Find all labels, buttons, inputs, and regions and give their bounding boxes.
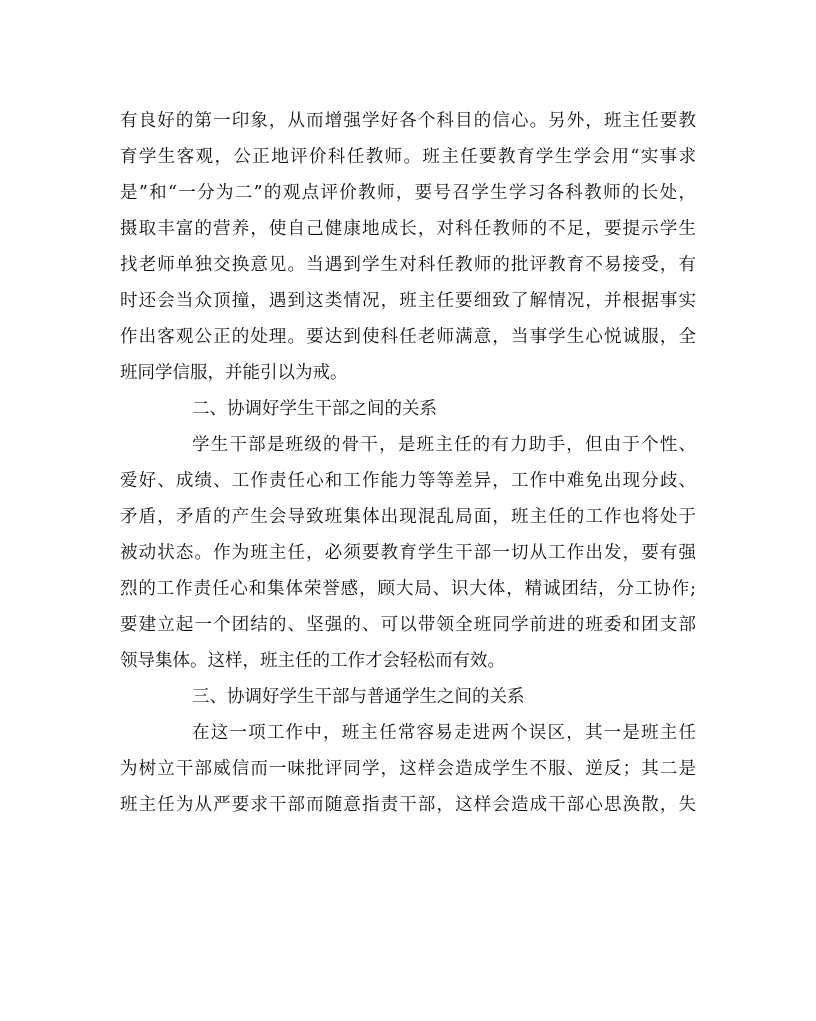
section-heading: 二、协调好学生干部之间的关系: [192, 399, 437, 419]
text-line: 矛盾，矛盾的产生会导致班集体出现混乱局面，班主任的工作也将处于: [120, 507, 696, 527]
text-line: 学生干部是班级的骨干，是班主任的有力助手，但由于个性、: [192, 435, 696, 455]
text-line: 作出客观公正的处理。要达到使科任老师满意，当事学生心悦诚服，全: [120, 327, 696, 347]
text-line: 班同学信服，并能引以为戒。: [120, 363, 348, 383]
text-line: 有良好的第一印象，从而增强学好各个科目的信心。另外，班主任要教: [120, 111, 696, 131]
text-line: 育学生客观，公正地评价科任教师。班主任要教育学生学会用“实事求: [120, 147, 696, 167]
document-body: [120, 103, 696, 823]
text-line: 烈的工作责任心和集体荣誉感，顾大局、识大体，精诚团结，分工协作;: [120, 579, 696, 599]
section-heading: 三、协调好学生干部与普通学生之间的关系: [192, 687, 525, 707]
text-line: 班主任为从严要求干部而随意指责干部，这样会造成干部心思涣散，失: [120, 795, 696, 815]
text-line: 要建立起一个团结的、坚强的、可以带领全班同学前进的班委和团支部: [120, 615, 696, 635]
text-line: 时还会当众顶撞，遇到这类情况，班主任要细致了解情况，并根据事实: [120, 291, 696, 311]
text-line: 摄取丰富的营养，使自己健康地成长，对科任教师的不足，要提示学生: [120, 219, 696, 239]
text-line: 是”和“一分为二”的观点评价教师，要号召学生学习各科教师的长处，: [120, 183, 696, 203]
text-line: 被动状态。作为班主任，必须要教育学生干部一切从工作出发，要有强: [120, 543, 696, 563]
text-line: 爱好、成绩、工作责任心和工作能力等等差异，工作中难免出现分歧、: [120, 471, 696, 491]
text-line: 领导集体。这样，班主任的工作才会轻松而有效。: [120, 651, 505, 671]
text-line: 为树立干部威信而一味批评同学，这样会造成学生不服、逆反；其二是: [120, 759, 696, 779]
text-line: 找老师单独交换意见。当遇到学生对科任教师的批评教育不易接受，有: [120, 255, 696, 275]
text-line: 在这一项工作中，班主任常容易走进两个误区，其一是班主任: [192, 723, 696, 743]
